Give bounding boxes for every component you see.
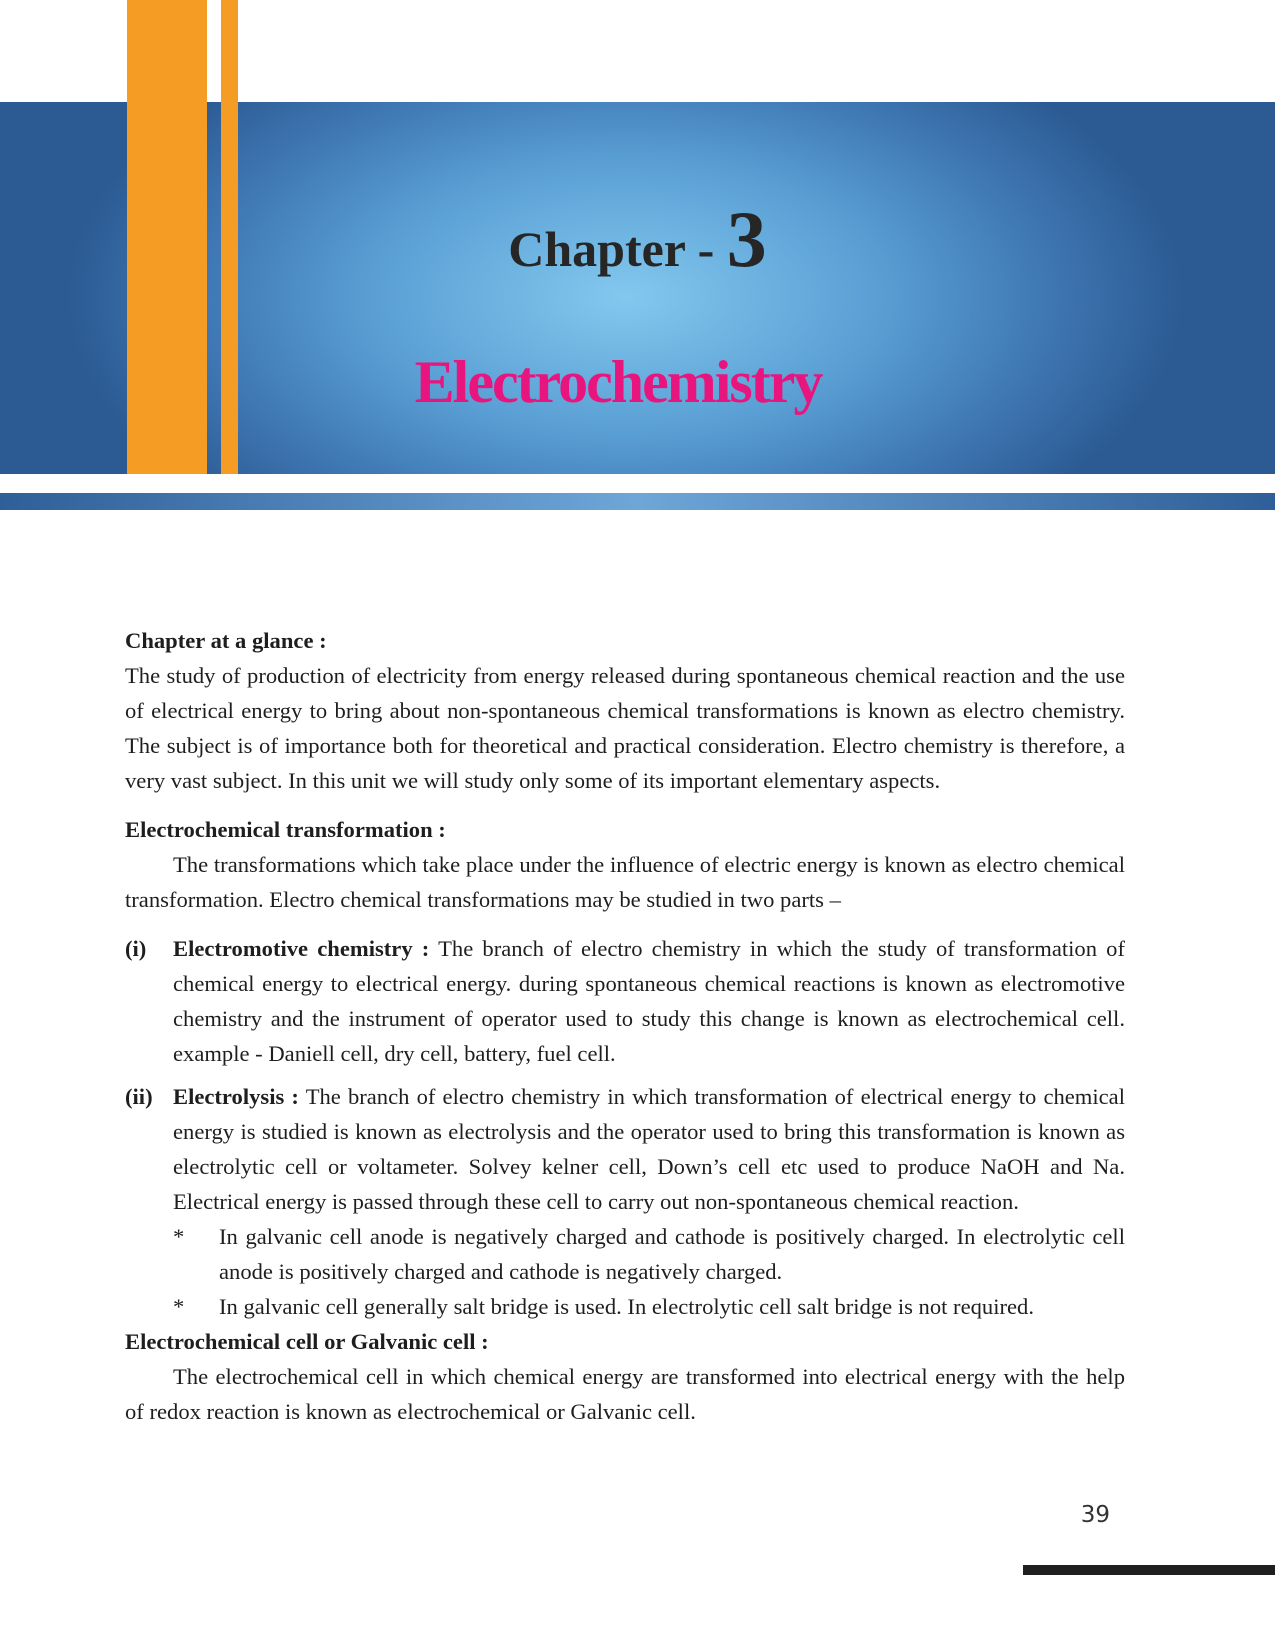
asterisk-bullet-icon: * (173, 1294, 185, 1319)
bullet-text: In galvanic cell anode is negatively charged and cathode is positively charged. In electrolytic cell anode is positively charged and cathode is negatively charged. (219, 1224, 1125, 1284)
asterisk-bullet-icon: * (173, 1224, 185, 1249)
item-body (173, 1079, 1125, 1219)
item-term: Electromotive chemistry : (173, 936, 430, 961)
list-item-electrolysis (125, 1079, 1125, 1219)
bullet-text: In galvanic cell generally salt bridge is used. In electrolytic cell salt bridge is not required. (219, 1294, 1034, 1319)
chapter-title: Electrochemistry (414, 349, 822, 415)
transformation-heading: Electrochemical transformation : (125, 817, 446, 842)
chapter-content (125, 623, 1125, 1429)
chapter-number: 3 (726, 196, 767, 284)
item-term: Electrolysis : (173, 1084, 299, 1109)
transformation-paragraph: The transformations which take place under the influence of electric energy is known as electro chemical transformation. Electro chemical transformations may be studied in two parts – (125, 852, 1125, 912)
chapter-heading (0, 195, 1275, 286)
item-body (173, 931, 1125, 1071)
page-number: 39 (1080, 1502, 1110, 1528)
list-item-electromotive (125, 931, 1125, 1071)
item-number: (ii) (125, 1084, 153, 1109)
glance-heading: Chapter at a glance : (125, 628, 327, 653)
item-text: The branch of electro chemistry in which the study of transformation of chemical energy to electrical energy. during spontaneous chemical reactions is known as electromotive chemistry and the instrument of operator used to study this change is known as electrochemical cell. example - Daniell cell, dry cell, battery, fuel cell. (173, 936, 1125, 1066)
galvanic-paragraph: The electrochemical cell in which chemical energy are transformed into electrical energy with the help of redox reaction is known as electrochemical or Galvanic cell. (125, 1364, 1125, 1424)
bullet-item (173, 1219, 1125, 1289)
item-number: (i) (125, 936, 147, 961)
chapter-label: Chapter - (508, 221, 727, 277)
bullet-item (173, 1289, 1125, 1324)
banner-rule-bar (0, 493, 1275, 510)
item-text: The branch of electro chemistry in which transformation of electrical energy to chemical energy is studied is known as electrolysis and the operator used to bring this transformation is known as electrolytic cell or voltameter. Solvey kelner cell, Down’s cell etc used to produce NaOH and Na. Electrical energy is passed through these cell to carry out non-spontaneous chemical reaction. (173, 1084, 1125, 1214)
footer-rule (1023, 1565, 1275, 1575)
glance-paragraph: The study of production of electricity from energy released during spontaneous chemical reaction and the use of electrical energy to bring about non-spontaneous chemical transformations is known as electro chemistry. The subject is of importance both for theoretical and practical consideration. Electro chemistry is therefore, a very vast subject. In this unit we will study only some of its important elementary aspects. (125, 663, 1125, 793)
galvanic-heading: Electrochemical cell or Galvanic cell : (125, 1329, 489, 1354)
